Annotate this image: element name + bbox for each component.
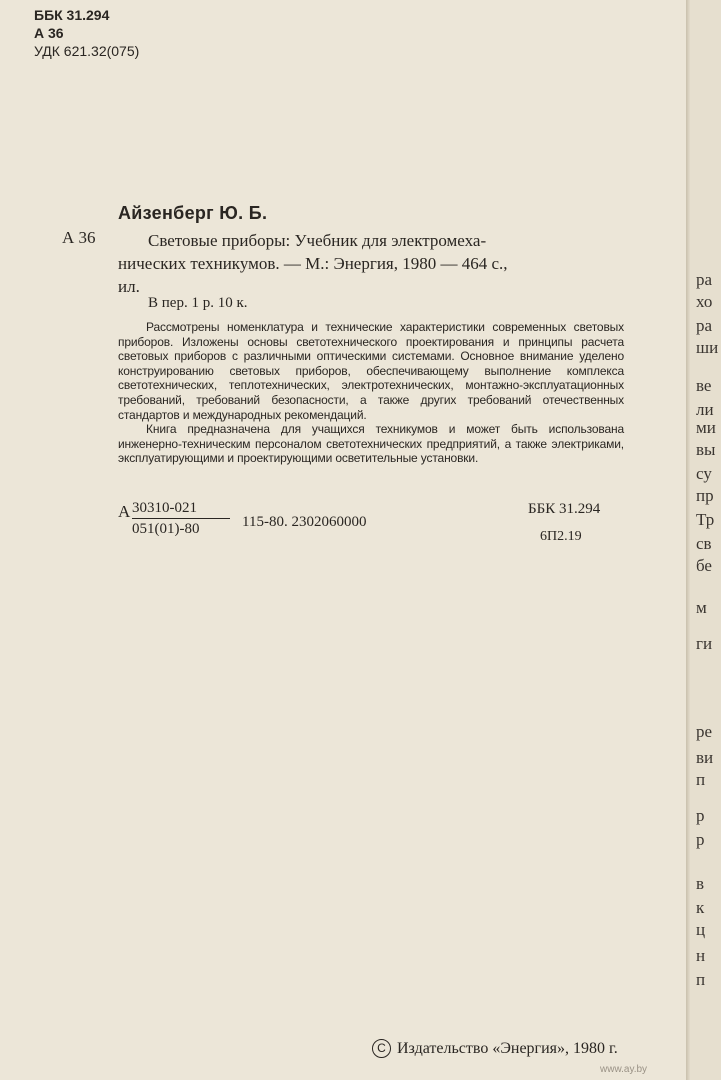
title-line: нических техникумов. — М.: Энергия, 1980 — 464 с., [118, 254, 508, 273]
catalog-index: 6П2.19 [540, 529, 582, 544]
annotation-paragraph: Рассмотрены номенклатура и технические характеристики современных световых приборов. Изложены основы светотехнического проектирования и принципы расчета световых приборов с различными оптическими системами. Основное внимание уделено конструированию световых приборов, обеспечивающему выполнение комплекса светотехнических, теплотехнических, электротехнических, монтажно-эксплуатационных требований, требований безопасности, а также других требований отечественных стандартов и международных рекомендаций. [118, 320, 624, 422]
adjacent-page [690, 0, 721, 1080]
catalog-bbk: ББК 31.294 [528, 501, 601, 517]
catalog-fraction [132, 500, 230, 538]
adjacent-page-fragment: вы [696, 440, 716, 459]
classification-header [34, 6, 139, 60]
adjacent-page-fragment: р [696, 806, 705, 825]
title-line: ил. [118, 277, 140, 296]
adjacent-page-fragment: ли [696, 400, 714, 419]
record-code: А 36 [62, 228, 96, 247]
catalog-number: 115-80. 2302060000 [242, 514, 367, 530]
adjacent-page-fragment: ра [696, 316, 713, 335]
title-line: Световые приборы: Учебник для электромеха- [148, 231, 487, 250]
udk-code: УДК 621.32(075) [34, 43, 140, 59]
adjacent-page-fragment: ве [696, 376, 712, 395]
adjacent-page-fragment: ми [696, 418, 716, 437]
bbk-code: ББК 31.294 [34, 7, 110, 23]
adjacent-page-fragment: ра [696, 270, 713, 289]
catalog-letter: А [118, 502, 131, 521]
adjacent-page-fragment: ги [696, 634, 713, 653]
adjacent-page-fragment: бе [696, 556, 712, 575]
publisher-copyright [372, 1039, 618, 1058]
watermark: www.ay.by [600, 1064, 648, 1075]
adjacent-page-fragment: к [696, 898, 705, 917]
author-code: А 36 [34, 25, 64, 41]
adjacent-page-fragment: св [696, 534, 712, 553]
catalog-denominator: 051(01)-80 [132, 521, 200, 537]
author-name: Айзенберг Ю. Б. [118, 203, 268, 223]
publisher-text: Издательство «Энергия», 1980 г. [397, 1040, 618, 1057]
adjacent-page-fragment: р [696, 830, 705, 849]
adjacent-page-fragment: ц [696, 920, 706, 939]
adjacent-page-fragment: п [696, 970, 706, 989]
adjacent-page-fragment: п [696, 770, 706, 789]
price: В пер. 1 р. 10 к. [148, 295, 248, 311]
adjacent-page-fragment: ре [696, 722, 713, 741]
adjacent-page-fragment: ви [696, 748, 714, 767]
copyright-icon: C [372, 1039, 391, 1058]
adjacent-page-fragment: пр [696, 486, 714, 505]
annotation [118, 320, 624, 466]
catalog-numerator: 30310-021 [132, 500, 230, 519]
adjacent-page-fragment: ши [696, 338, 719, 357]
adjacent-page-fragment: су [696, 464, 712, 483]
adjacent-page-fragment: Тр [696, 510, 715, 529]
adjacent-page-fragment: м [696, 598, 707, 617]
title-block [118, 229, 508, 298]
adjacent-page-fragment: хо [696, 292, 713, 311]
adjacent-page-fragment: в [696, 874, 705, 893]
annotation-paragraph: Книга предназначена для учащихся техникумов и может быть использована инженерно-техническим персоналом светотехнических предприятий, а также электриками, эксплуатирующими и проектирующими осветительные установки. [118, 422, 624, 466]
adjacent-page-fragment: н [696, 946, 706, 965]
